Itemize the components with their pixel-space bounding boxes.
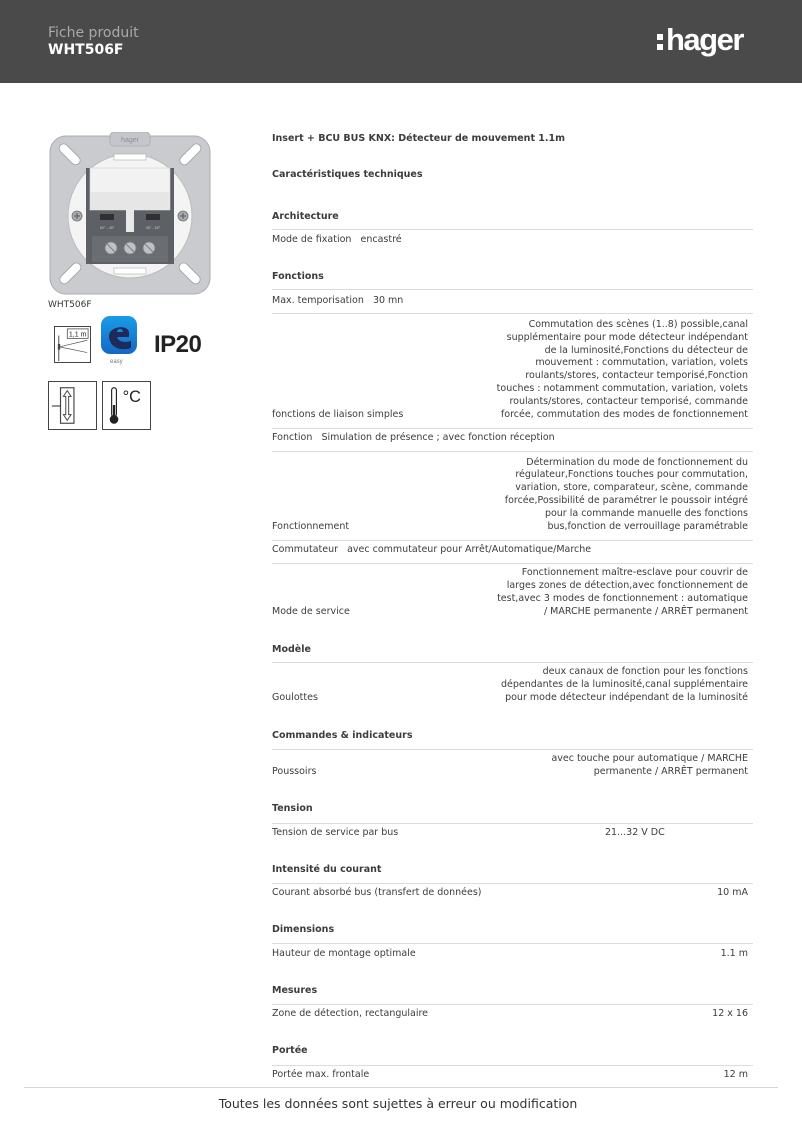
- divider: [272, 1004, 753, 1005]
- divider: [272, 540, 753, 541]
- spec-row-goulottes: [272, 667, 753, 705]
- spec-value: 10 mA: [717, 887, 748, 899]
- svg-text:°C: °C: [122, 388, 141, 407]
- section-heading-portee: Portée: [272, 1045, 308, 1056]
- product-photo: [48, 132, 212, 296]
- spec-value: deux canaux de fonction pour les fonctions dépendantes de la luminosité,canal supplémentaire pour mode détecteur indépendant de la luminosité: [500, 666, 748, 704]
- hager-logo: hager: [657, 22, 743, 58]
- section-heading-tension: Tension: [272, 803, 313, 814]
- ip-rating-badge: IP20: [154, 331, 202, 358]
- spec-label: Zone de détection, rectangulaire: [272, 1008, 429, 1020]
- spec-label: Fonction: [272, 432, 313, 443]
- divider: [272, 229, 753, 230]
- spec-row-max-temporisation: [272, 295, 753, 308]
- spec-label: Tension de service par bus: [272, 827, 399, 839]
- spec-value: encastré: [360, 234, 402, 245]
- divider: [272, 1065, 753, 1066]
- section-heading-commandes: Commandes & indicateurs: [272, 730, 413, 741]
- easy-logo-icon: [101, 316, 137, 354]
- spec-row-hauteur-montage: [272, 948, 753, 961]
- spec-value: Fonctionnement maître-esclave pour couvrir de larges zones de détection,avec fonctionnement de test,avec 3 modes de fonctionnement : automatique / MARCHE permanente / ARRÊT permanent: [497, 567, 748, 618]
- spec-row-fonction: [272, 432, 753, 445]
- footer-divider: [24, 1087, 778, 1088]
- spec-label: Goulottes: [272, 692, 318, 704]
- svg-text:60° .. 45°: 60° .. 45°: [99, 226, 115, 230]
- divider: [272, 313, 753, 314]
- spec-label: Poussoirs: [272, 766, 317, 778]
- divider: [272, 451, 753, 452]
- section-heading-intensite: Intensité du courant: [272, 864, 382, 875]
- divider: [272, 662, 753, 663]
- svg-text:45° .. 60°: 45° .. 60°: [145, 226, 161, 230]
- spec-value: 21...32 V DC: [605, 827, 665, 839]
- spec-value: Simulation de présence ; avec fonction réception: [321, 432, 555, 443]
- spec-value: 12 x 16: [712, 1008, 748, 1020]
- svg-text:hager: hager: [121, 137, 139, 144]
- divider: [272, 428, 753, 429]
- section-heading-architecture: Architecture: [272, 211, 339, 222]
- spec-row-zone-detection: [272, 1008, 753, 1021]
- spec-value: Commutation des scènes (1..8) possible,canal supplémentaire pour mode détecteur indépendant de la luminosité,Fonctions du détecteur de mouvement : commutation, variation, volets roulants/stores, contacteur temporisé,Fonction touches : notamment commutation, variation, volets roulants/stores, contacteur temporisé, commande forcée, commutation des modes de fonctionnement: [496, 318, 748, 421]
- spec-row-portee-frontale: [272, 1069, 753, 1082]
- spec-label: Courant absorbé bus (transfert de données): [272, 887, 482, 899]
- product-reference-title: WHT506F: [48, 42, 124, 58]
- spec-value: Détermination du mode de fonctionnement du régulateur,Fonctions touches pour commutation, variation, store, comparateur, scène, commande forcée,Possibilité de paramétrer le poussoir intégré pour la commande manuelle des fonctions bus,fonction de verrouillage paramétrable: [504, 456, 748, 533]
- mounting-height-icon: [54, 326, 91, 363]
- spec-label: Hauteur de montage optimale: [272, 948, 416, 960]
- svg-text:1,1 m: 1,1 m: [68, 330, 87, 339]
- document-type-label: Fiche produit: [48, 25, 139, 41]
- spec-value: 30 mn: [372, 295, 404, 306]
- easy-logo-label: easy: [110, 359, 123, 365]
- logo-colon-icon: [657, 31, 664, 51]
- spec-row-tension-service: [272, 827, 753, 840]
- section-heading-fonctions: Fonctions: [272, 271, 324, 282]
- divider: [272, 563, 753, 564]
- spec-label: Mode de fixation: [272, 234, 352, 245]
- page-header: [0, 0, 802, 83]
- temperature-icon: [102, 381, 151, 430]
- spec-row-poussoirs: [272, 753, 753, 779]
- section-heading-dimensions: Dimensions: [272, 924, 335, 935]
- section-heading-modele: Modèle: [272, 644, 311, 655]
- divider: [272, 749, 753, 750]
- spec-row-mode-fixation: [272, 234, 753, 247]
- spec-label: Fonctionnement: [272, 521, 350, 533]
- product-image-caption: WHT506F: [48, 300, 92, 310]
- divider: [272, 289, 753, 290]
- spec-value: 1.1 m: [720, 948, 748, 960]
- spec-label: Commutateur: [272, 544, 339, 555]
- spec-label: Portée max. frontale: [272, 1069, 370, 1081]
- spec-label: Max. temporisation: [272, 295, 364, 306]
- spec-value: avec commutateur pour Arrêt/Automatique/Marche: [347, 544, 592, 555]
- section-heading-mesures: Mesures: [272, 985, 318, 996]
- spec-row-courant-absorbe: [272, 887, 753, 900]
- spec-label: fonctions de liaison simples: [272, 409, 404, 421]
- divider: [272, 823, 753, 824]
- spec-row-fonctionnement: [272, 457, 753, 534]
- characteristics-heading: Caractéristiques techniques: [272, 169, 423, 180]
- divider: [272, 883, 753, 884]
- spec-row-liaison-simples: [272, 319, 753, 422]
- spec-row-commutateur: [272, 544, 753, 557]
- product-title: Insert + BCU BUS KNX: Détecteur de mouvement 1.1m: [272, 133, 566, 144]
- spec-label: Mode de service: [272, 606, 350, 618]
- divider: [272, 943, 753, 944]
- vertical-mounting-icon: [48, 381, 97, 430]
- spec-value: avec touche pour automatique / MARCHE permanente / ARRÊT permanent: [551, 753, 748, 778]
- spec-row-mode-service: [272, 567, 753, 619]
- footer-disclaimer: Toutes les données sont sujettes à erreur ou modification: [218, 1096, 578, 1111]
- spec-value: 12 m: [723, 1069, 748, 1081]
